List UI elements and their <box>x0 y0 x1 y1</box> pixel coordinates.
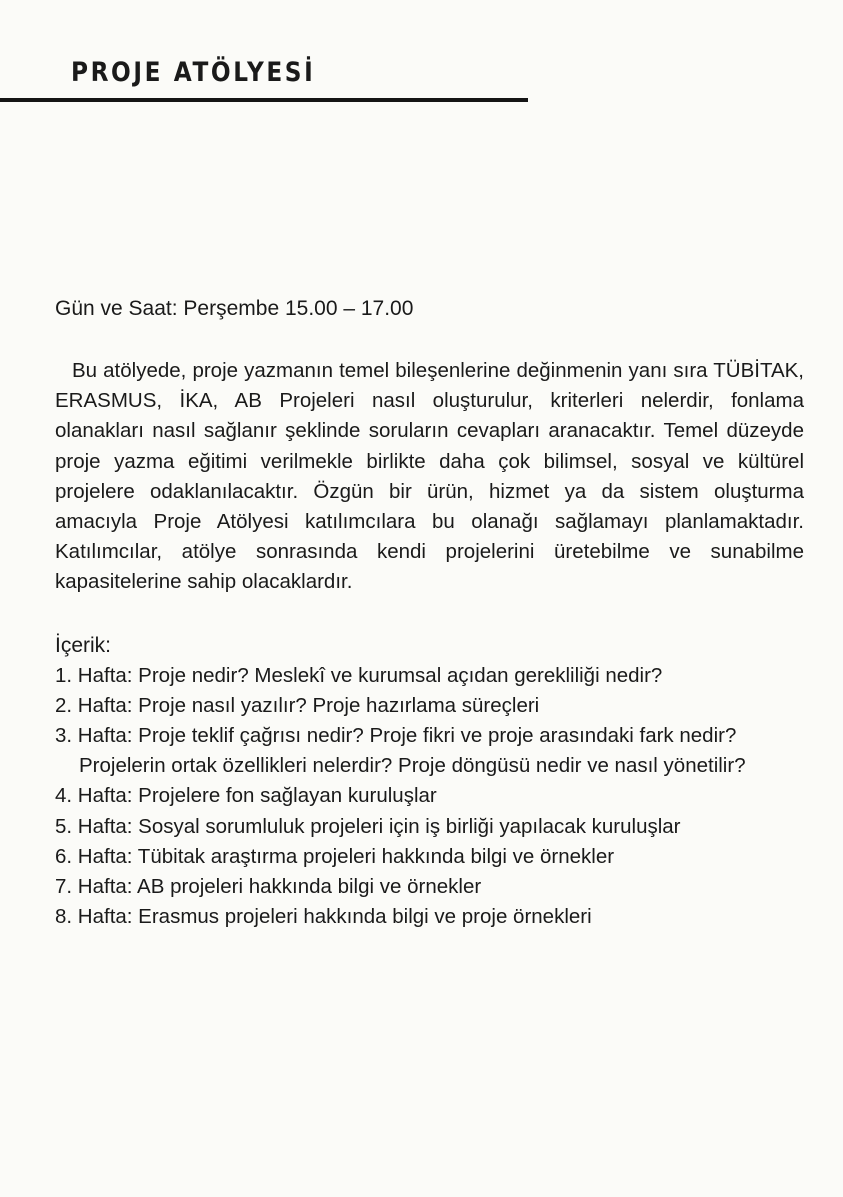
week-item-4: 4. Hafta: Projelere fon sağlayan kuruluşlar <box>55 784 437 808</box>
week-item-5: 5. Hafta: Sosyal sorumluluk projeleri için iş birliği yapılacak kuruluşlar <box>55 814 681 838</box>
week-item-7: 7. Hafta: AB projeleri hakkında bilgi ve örnekler <box>55 875 482 899</box>
page-title: PROJE ATÖLYESİ <box>71 57 316 88</box>
week-item-6: 6. Hafta: Tübitak araştırma projeleri hakkında bilgi ve örnekler <box>55 844 615 868</box>
weekly-syllabus-list <box>55 661 804 933</box>
title-underline <box>0 98 528 102</box>
week-item-1: 1. Hafta: Proje nedir? Meslekî ve kurumsal açıdan gerekliliği nedir? <box>55 663 663 687</box>
contents-heading: İçerik: <box>55 633 112 657</box>
week-item-8: 8. Hafta: Erasmus projeleri hakkında bilgi ve proje örnekleri <box>55 905 592 929</box>
week-item-3: 3. Hafta: Proje teklif çağrısı nedir? Proje fikri ve proje arasındaki fark nedir? Projelerin ortak özellikleri nelerdir? Proje döngüsü nedir ve nasıl yönetilir? <box>55 724 746 778</box>
week-item-2: 2. Hafta: Proje nasıl yazılır? Proje hazırlama süreçleri <box>55 693 540 717</box>
workshop-description <box>55 294 804 932</box>
intro-paragraph: Bu atölyede, proje yazmanın temel bileşenlerine değinmenin yanı sıra TÜBİTAK, ERASMUS, İKA, AB Projeleri nasıl oluşturulur, kriterleri nelerdir, fonlama olanakları nasıl sağlanır şeklinde soruların cevapları aranacaktır. Temel düzeyde proje yazma eğitimi verilmekle birlikte daha çok bilimsel, sosyal ve kültürel projelere odaklanılacaktır. Özgün bir ürün, hizmet ya da sistem oluşturma amacıyla Proje Atölyesi katılımcılara bu olanağı sağlamayı planlamaktadır. Katılımcılar, atölye sonrasında kendi projelerini üretebilme ve sunabilme kapasitelerine sahip olacaklardır. <box>55 359 804 594</box>
schedule-line: Gün ve Saat: Perşembe 15.00 – 17.00 <box>55 297 414 320</box>
